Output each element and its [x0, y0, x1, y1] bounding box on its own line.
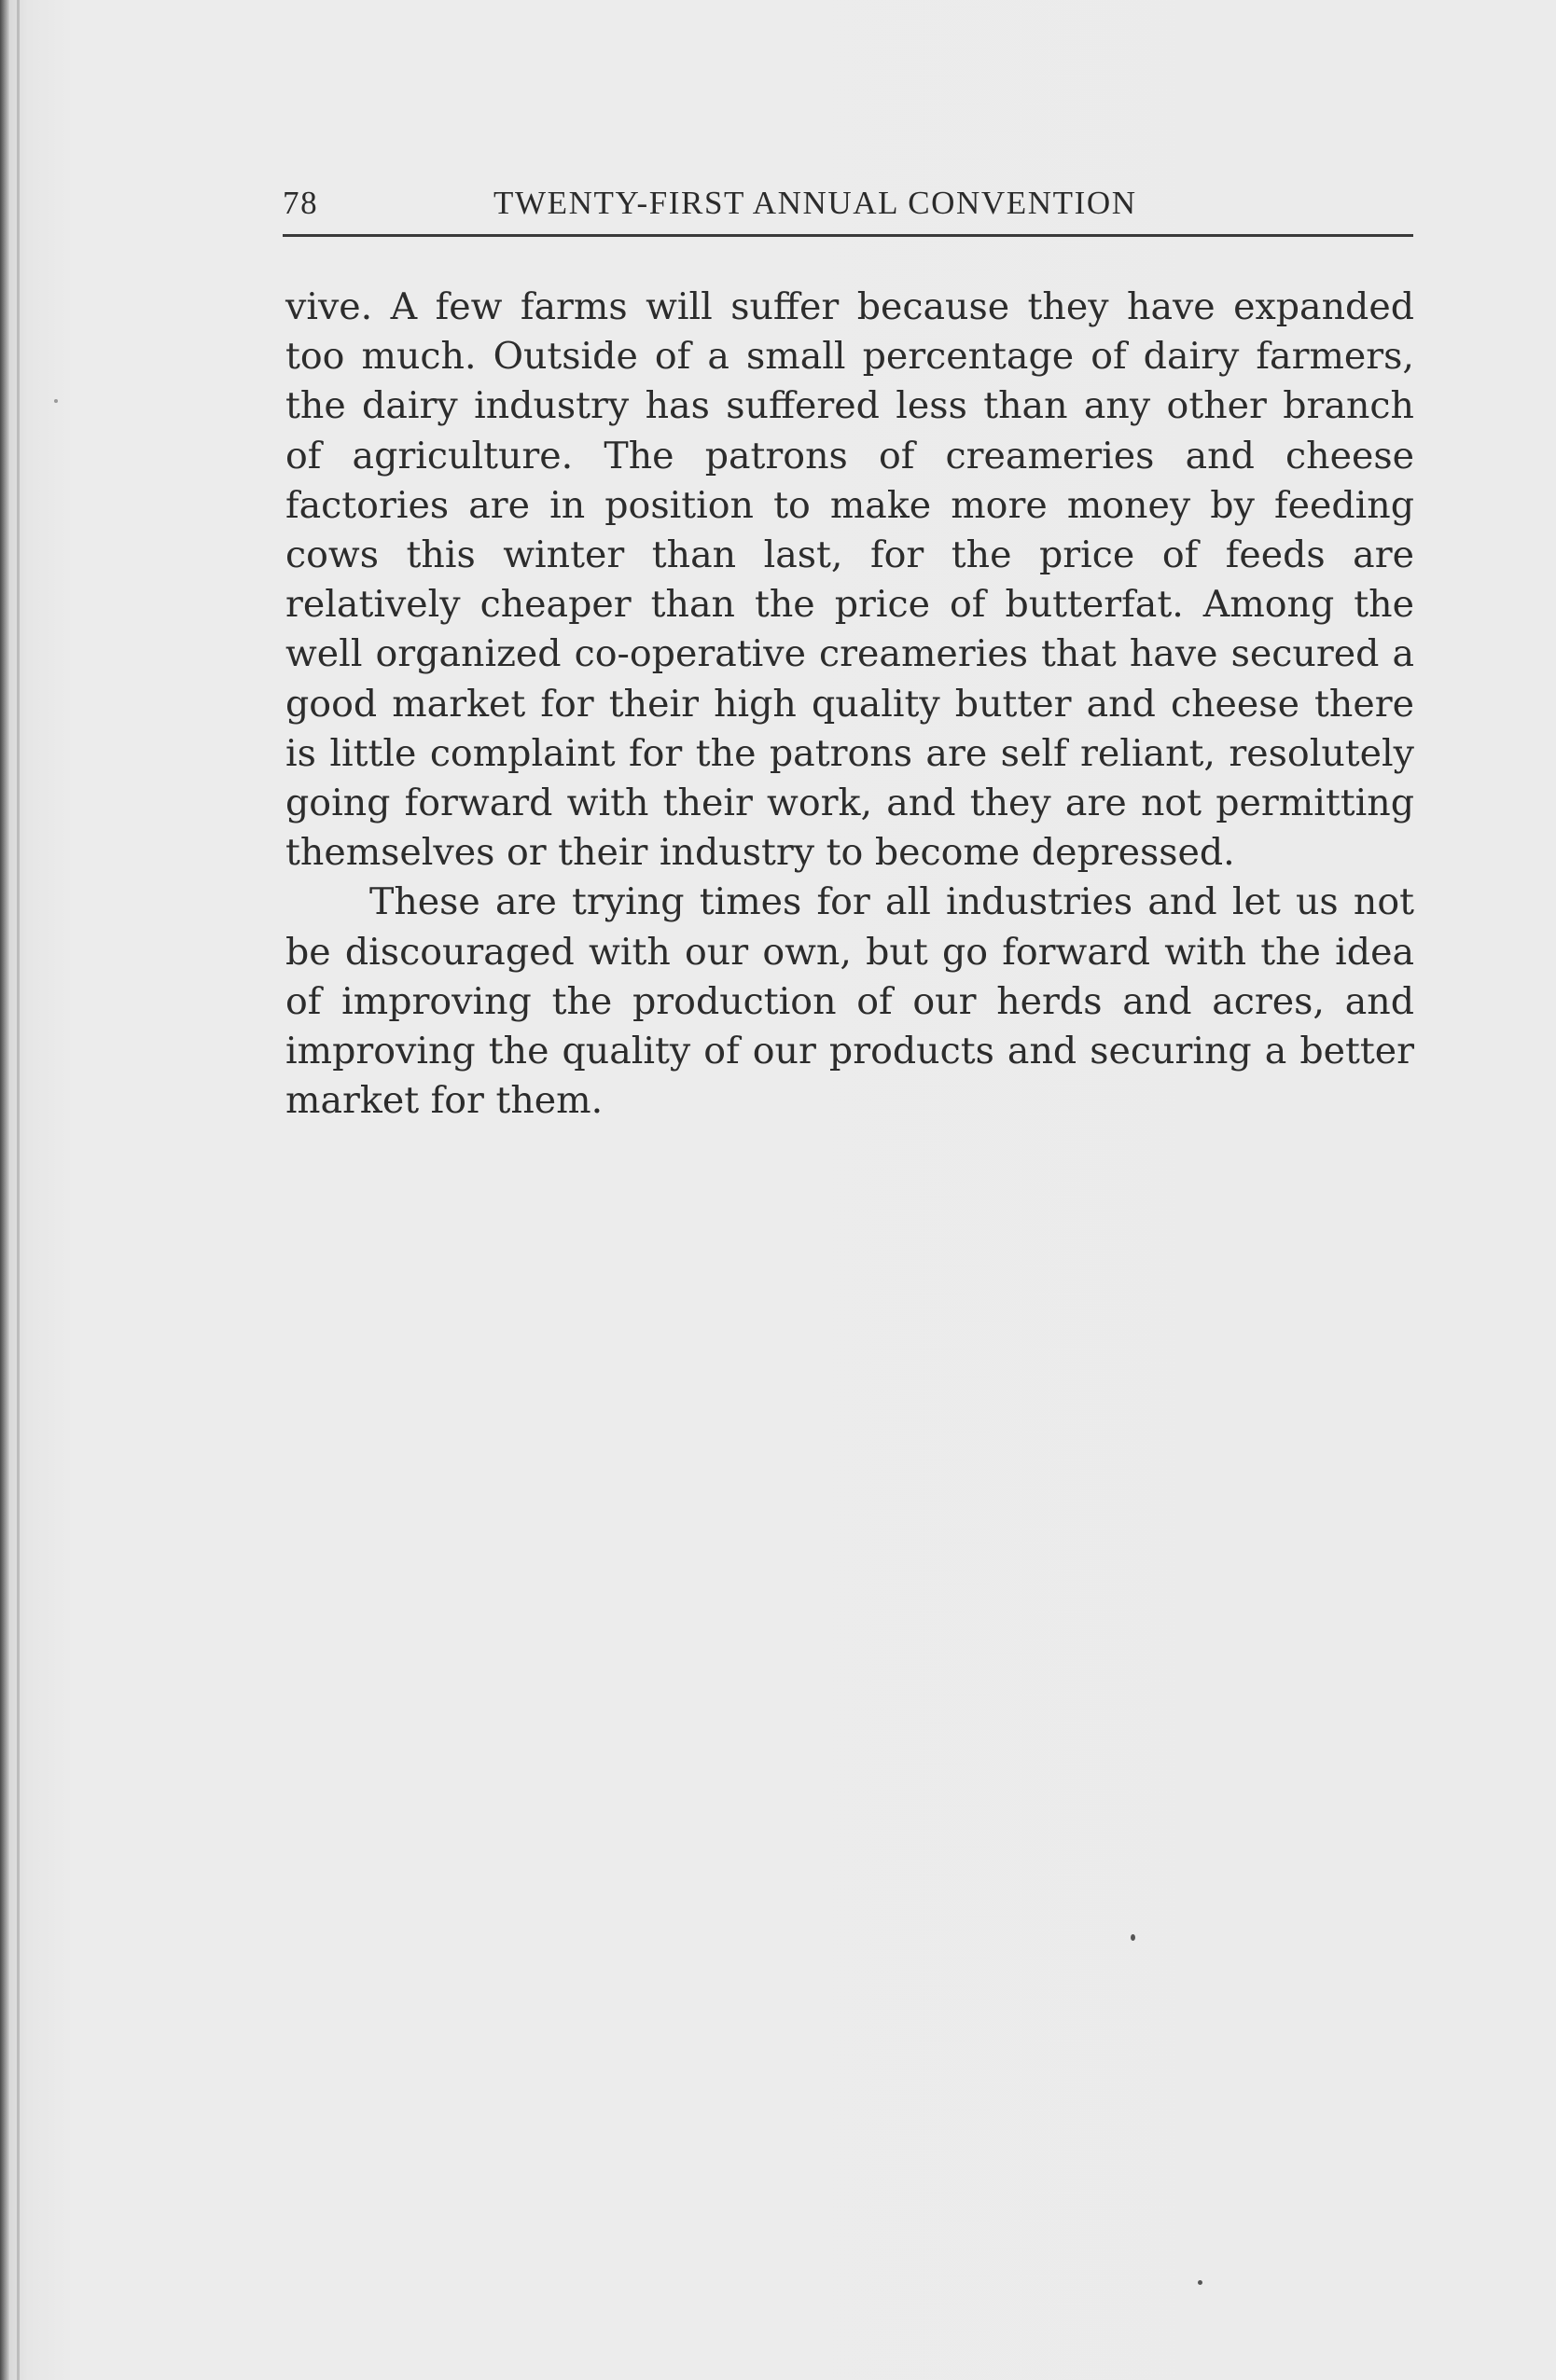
book-spine-edge — [0, 0, 9, 2380]
scan-speck — [54, 399, 58, 403]
page-number: 78 — [283, 185, 319, 221]
scan-speck — [1131, 1934, 1135, 1941]
page-header — [283, 185, 1413, 226]
scan-speck — [1198, 2280, 1202, 2285]
body-text — [285, 283, 1414, 1126]
header-rule — [283, 234, 1413, 237]
paragraph-1: vive. A few farms will suffer because they have expanded too much. Outside of a small percentage of dairy farmers, the dairy industry has suffered less than any other branch of agriculture. The patrons of creameries and cheese factories are in position to make more money by feeding cows this winter than last, for the price of feeds are relatively cheaper than the price of butterfat. Among the well organized co-operative creameries that have secured a good market for their high quality butter and cheese there is little complaint for the patrons are self reliant, resolutely going forward with their work, and they are not permitting themselves or their industry to become depressed. — [285, 285, 1414, 875]
page-gutter-line — [17, 0, 20, 2380]
paragraph-2: These are trying times for all industries and let us not be discouraged with our own, but go forward with the idea of improving the production of our herds and acres, and improving the quality of our products and securing a better market for them. — [285, 880, 1414, 1123]
running-head: TWENTY-FIRST ANNUAL CONVENTION — [493, 185, 1137, 221]
